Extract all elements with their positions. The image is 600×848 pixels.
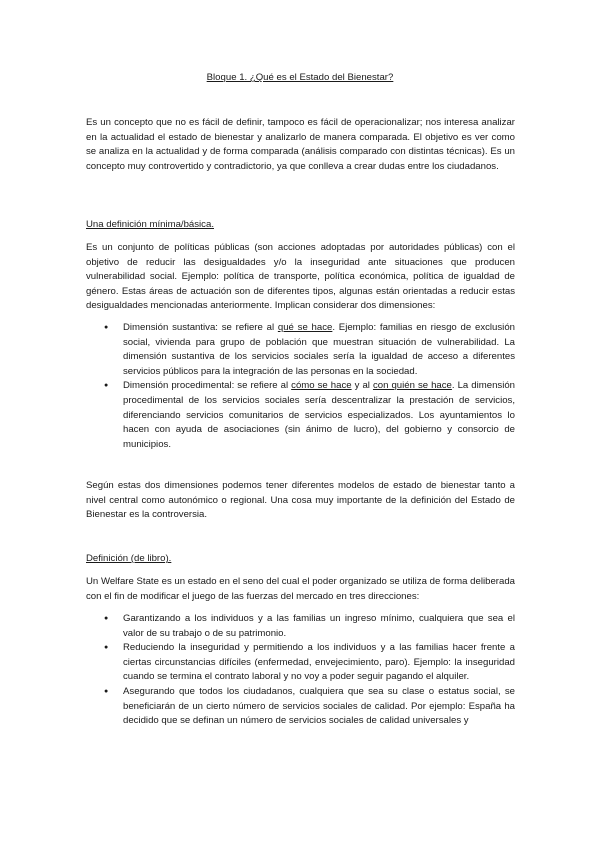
minimal-definition-paragraph: Es un conjunto de políticas públicas (son acciones adoptadas por autoridades públicas) con el objetivo de reducir las desigualdades y/o la inseguridad ante situaciones que producen vulnerabilidad social. Ejemplo: política de transporte, política económica, política de igualdad de género. Estas áreas de actuación son de diferentes tipos, algunas están orientadas a reducir estas desigualdades mencionadas anteriormente. Implican considerar dos dimensiones: [86,242,515,312]
list-item [86,321,515,379]
list-item: ● Reduciendo la inseguridad y permitiendo a los individuos y a las familias hacer frente a ciertas circunstancias difíciles (enfermedad, envejecimiento, paro). Ejemplo: la inseguridad cuando se termina el contrato laboral y no voy a poder seguir pagando el alquiler. [86,641,515,685]
welfare-directions-list [86,612,515,729]
list-item: ● Asegurando que todos los ciudadanos, cualquiera que sea su clase o estatus social, se beneficiarán de un cierto número de servicios sociales de calidad. Por ejemplo: España ha decidido que se definan un número de servicios sociales de calidad universales y [86,685,515,729]
dimensions-closing-paragraph: Según estas dos dimensiones podemos tener diferentes modelos de estado de bienestar tanto a nivel central como autonómico o regional. Una cosa muy importante de la definición del Estado de Bienestar es la controversia. [86,480,515,521]
underlined-term: con quién se hace [372,380,452,392]
bullet-text: y al [351,380,373,392]
book-definition-paragraph: Un Welfare State es un estado en el seno del cual el poder organizado se utiliza de forma deliberada con el fin de modificar el juego de las fuerzas del mercado en tres direcciones: [86,576,515,602]
bullet-text: . La dimensión procedimental de los servicios sociales sería descentralizar la prestación de servicios, diferenciando servicios comunitarios de servicios especializados. Los ayuntamientos lo hacen con ayuda de asociaciones (sin ánimo de lucro), del gobierno y consorcio de municipios. [123,380,516,450]
bullet-text: Dimensión sustantiva: se refiere al [123,322,278,333]
intro-paragraph: Es un concepto que no es fácil de definir, tampoco es fácil de operacionalizar; nos interesa analizar en la actualidad el estado de bienestar y analizarlo de manera comparada. El objetivo es ver como se analiza en la actualidad y de forma comparada (análisis comparado con distintas técnicas). Es un concepto muy controvertido y contradictorio, ya que conlleva a crear dudas entre los ciudadanos. [86,117,515,172]
bullet-text: Dimensión procedimental: se refiere al [123,380,292,392]
underlined-term: cómo se hace [291,380,352,392]
underlined-term: qué se hace [277,322,333,333]
page-title: Bloque 1. ¿Qué es el Estado del Bienestar? [206,72,394,83]
section-heading-book-definition: Definición (de libro). [86,553,172,564]
bullet-text: . Ejemplo: familias en riesgo de exclusión social, vivienda para grupo de población que muestran situación de vulnerabilidad. La dimensión sustantiva de los servicios sociales sería la igualdad de acceso a diferentes servicios públicos para la integración de las personas en la sociedad. [123,322,515,377]
dimensions-list [86,321,515,452]
list-item [86,379,515,452]
section-heading-minimal-definition: Una definición mínima/básica. [86,219,214,230]
list-item: ● Garantizando a los individuos y a las familias un ingreso mínimo, cualquiera que sea el valor de su trabajo o de su patrimonio. [86,612,515,641]
